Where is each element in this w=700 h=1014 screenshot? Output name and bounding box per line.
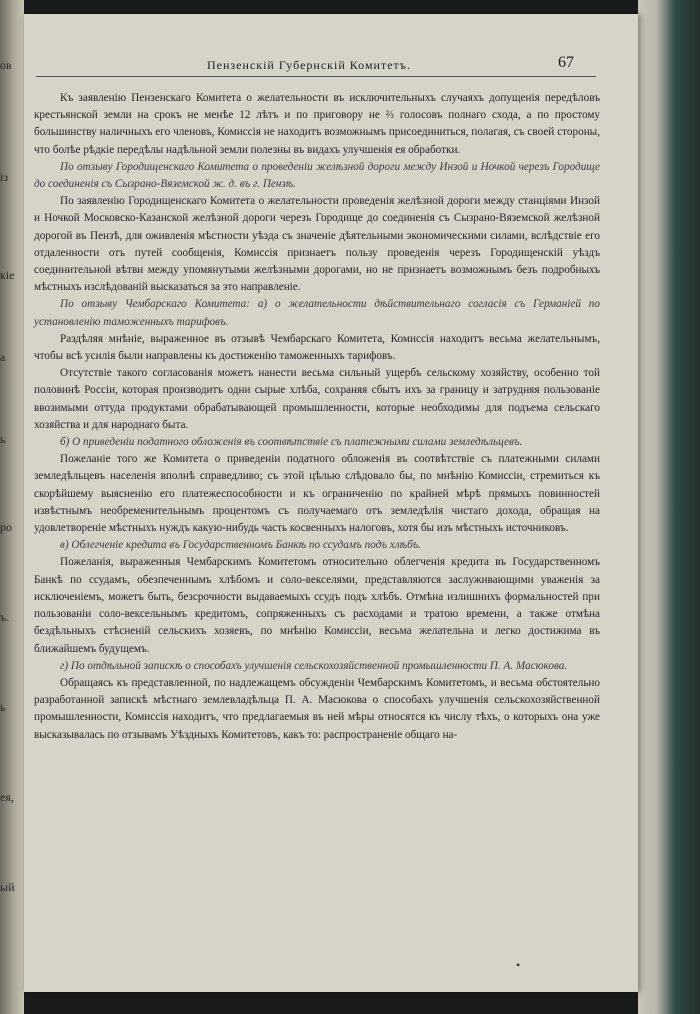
book-page — [24, 14, 638, 992]
paragraph: Пожеланія, выраженныя Чембарскимъ Комитетомъ относительно облегченія кредита въ Государственномъ Банкѣ по ссудамъ, обезпеченнымъ хлѣбомъ и соло-векселями, представляются заслуживающими уваженія за исключеніемъ, можетъ быть, безсрочности выдаваемыхъ ссудъ подъ хлѣбъ. Отмѣна излишнихъ формальностей при пользованіи соло-вексельнымъ кредитомъ, сопряженныхъ съ расходами и тратою времени, а также отмѣна бездѣльныхъ стѣсненій сельскихъ хозяевъ, по мнѣнію Комиссіи, весьма желательна и легко достижима въ ближайшемъ будущемъ. — [34, 556, 600, 655]
paragraph: Отсутствіе такого согласованія можетъ нанести весьма сильный ущербъ сельскому хозяйству, особенно той половинѣ Россіи, которая производитъ одни сырые хлѣба, сохраняя сбытъ ихъ за границу и затрудняя пользованіе ввозимыми оттуда продуктами обрабатывающей промышленности, которые необходимы для подъема сельскаго хозяйства и для народнаго быта. — [34, 367, 600, 431]
paragraph: По заявленію Городищенскаго Комитета о желательности проведенія желѣзной дороги между станціями Инзой и Ночкой Московско-Казанской желѣзной дороги черезъ Городище до соединенія съ Сызрано-Вяземской желѣзной дорогой въ Пензѣ, для оживленія мѣстности уѣзда съ значенiе дѣятельными экономическими силами, вслѣдствіе его отдаленности отъ путей сообщенія, Комиссія признаетъ пользу проведенія черезъ Городищенскій уѣздъ соединительной вѣтви между упомянутыми желѣзными дорогами, но не признаетъ возможнымъ безъ подробныхъ мѣстныхъ изслѣдованій высказаться за это направленіе. — [34, 195, 600, 294]
paragraph: Пожеланіе того же Комитета о приведеніи податного обложенія въ соотвѣтствіе съ платежными силами земледѣльцевъ населенія вполнѣ справедливо; съ этой цѣлью слѣдовало бы, по мнѣнію Комиссіи, стремиться къ скорѣйшему выясненію его платежеспособности и къ ограниченію по крайней мѣрѣ прямыхъ повинностей извѣстнымъ необременительнымъ процентомъ съ получаемаго отъ земледѣлія чистаго дохода, обращая на удовлетвореніе мѣстныхъ нуждъ какую-нибудь часть косвенныхъ налоговъ, хотя бы изъ мѣстныхъ источниковъ. — [34, 453, 600, 535]
footnote-mark: • — [516, 958, 521, 972]
margin-fragment: ый — [0, 880, 15, 894]
margin-fragment: ь — [0, 700, 6, 714]
section-heading: По отзыву Чембарскаго Комитета: а) о желательности дѣйствительнаго согласія съ Германіей по установленію таможенныхъ тарифовъ. — [34, 298, 600, 328]
section-heading: в) Облегченіе кредита въ Государственномъ Банкѣ по ссудамъ подъ хлѣбъ. — [60, 539, 422, 552]
page-body — [34, 90, 600, 744]
running-title: Пензенскій Губернскій Комитетъ. — [207, 58, 411, 72]
section-heading: г) По отдѣльной запискѣ о способахъ улучшенія сельскохозяйственной промышленности П. А. Масюкова. — [60, 659, 568, 672]
margin-fragment: кіе — [0, 268, 15, 282]
header-rule — [36, 76, 596, 77]
section-heading: б) О приведеніи податного обложенія въ соотвѣтствіе съ платежными силами земледѣльцевъ. — [60, 436, 523, 449]
book-cover-edge — [638, 0, 700, 1014]
paragraph: Раздѣляя мнѣніе, выраженное въ отзывѣ Чембарскаго Комитета, Комиссія находитъ весьма желательнымъ, чтобы всѣ усилія были направлены къ достиженію таможенныхъ тарифовъ. — [34, 332, 600, 363]
margin-fragment: ея, — [0, 790, 14, 804]
page-number: 67 — [558, 54, 574, 71]
paragraph: Къ заявленію Пензенскаго Комитета о желательности въ исключительныхъ случаяхъ допущенія передѣловъ крестьянской земли на срокъ не менѣе 12 лѣтъ и по приговору не ⅔ голосовъ полнаго схода, а по простому большинству наличныхъ его членовъ, Комиссія не находитъ возможнымъ присоединиться, полагая, съ своей стороны, что болѣе рѣдкіе передѣлы надѣльной земли полезны въ видахъ улучшенія ея обработки. — [34, 92, 600, 156]
section-heading: По отзыву Городищенскаго Комитета о проведеніи желѣзной дороги между Инзой и Ночкой черезъ Городище до соединенія съ Сызрано-Вяземской ж. д. въ г. Пензѣ. — [34, 160, 600, 191]
margin-fragment: а — [0, 350, 6, 364]
margin-fragment: ро — [0, 520, 12, 534]
margin-fragment: ов — [0, 58, 12, 72]
margin-fragment: ь — [0, 432, 6, 446]
margin-fragment: ъ. — [0, 610, 10, 624]
margin-fragment: із — [0, 170, 9, 184]
paragraph: Обращаясь къ представленной, по надлежащемъ обсужденіи Чембарскимъ Комитетомъ, и весьма обстоятельно разработанной запискѣ мѣстнаго землевладѣльца П. А. Масюкова о способахъ улучшенія сельскохозяйственной промышленности, Комиссія находитъ, что предлагаемыя въ ней мѣры относятся къ числу тѣхъ, о которыхъ она уже высказывалась по отзывамъ Уѣздныхъ Комитетовъ, какъ то: распространеніе общаго на- — [34, 676, 600, 741]
previous-page-edge — [0, 0, 24, 1014]
